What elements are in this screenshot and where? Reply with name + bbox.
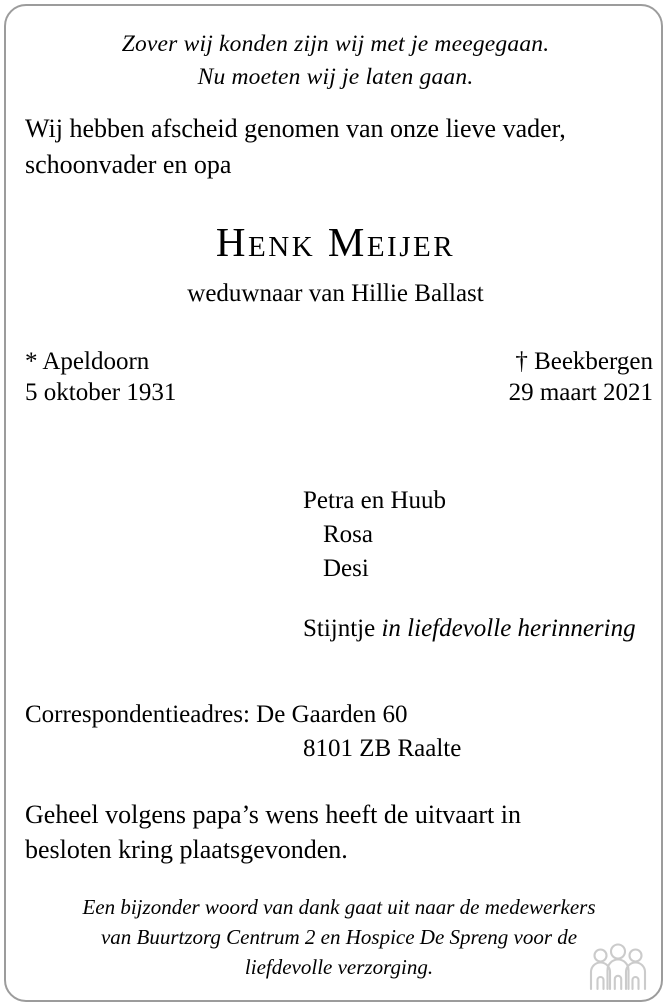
thanks-line-1: Een bijzonder woord van dank gaat uit naar de medewerkers (82, 895, 596, 919)
memory-phrase: in liefdevolle herinnering (381, 615, 636, 642)
funeral-closing-note (25, 797, 653, 867)
birth-place: * Apeldoorn (25, 348, 150, 375)
thanks-note (25, 892, 653, 982)
birth-details (25, 346, 176, 408)
death-notice-card (4, 4, 663, 1002)
correspondence-postal-city: 8101 ZB Raalte (303, 735, 462, 762)
family-memory-line (6, 612, 663, 646)
memorial-quote (6, 28, 663, 94)
closing-line-1: Geheel volgens papa’s wens heeft de uitvaart in (25, 800, 521, 829)
thanks-line-3: liefdevolle verzorging. (244, 955, 434, 979)
birth-date: 5 oktober 1931 (25, 379, 177, 406)
surviving-family-list (6, 484, 663, 646)
death-place: † Beekbergen (515, 348, 653, 375)
death-date: 29 maart 2021 (508, 379, 653, 406)
family-line-3: Desi (323, 555, 369, 582)
deceased-name: Henk Meijer (215, 219, 456, 265)
closing-line-2: besloten kring plaatsgevonden. (25, 835, 348, 864)
quote-line-2: Nu moeten wij je laten gaan. (197, 64, 474, 90)
birth-death-row (25, 346, 653, 416)
quote-line-1: Zover wij konden zijn wij met je meegegaan. (121, 31, 550, 57)
intro-line-1: Wij hebben afscheid genomen van onze lieve vader, (25, 114, 566, 143)
family-line-1: Petra en Huub (303, 487, 447, 514)
correspondence-address (25, 698, 653, 766)
correspondence-street: Correspondentieadres: De Gaarden 60 (25, 701, 408, 728)
memory-person-name: Stijntje (303, 615, 382, 642)
spouse-relation: weduwnaar van Hillie Ballast (187, 280, 484, 307)
thanks-line-2: van Buurtzorg Centrum 2 en Hospice De Spreng voor de (100, 925, 578, 949)
announcement-intro (25, 111, 653, 183)
family-group-icon (587, 942, 649, 994)
death-details (509, 346, 653, 408)
intro-line-2: schoonvader en opa (25, 150, 232, 179)
family-line-2: Rosa (323, 521, 373, 548)
